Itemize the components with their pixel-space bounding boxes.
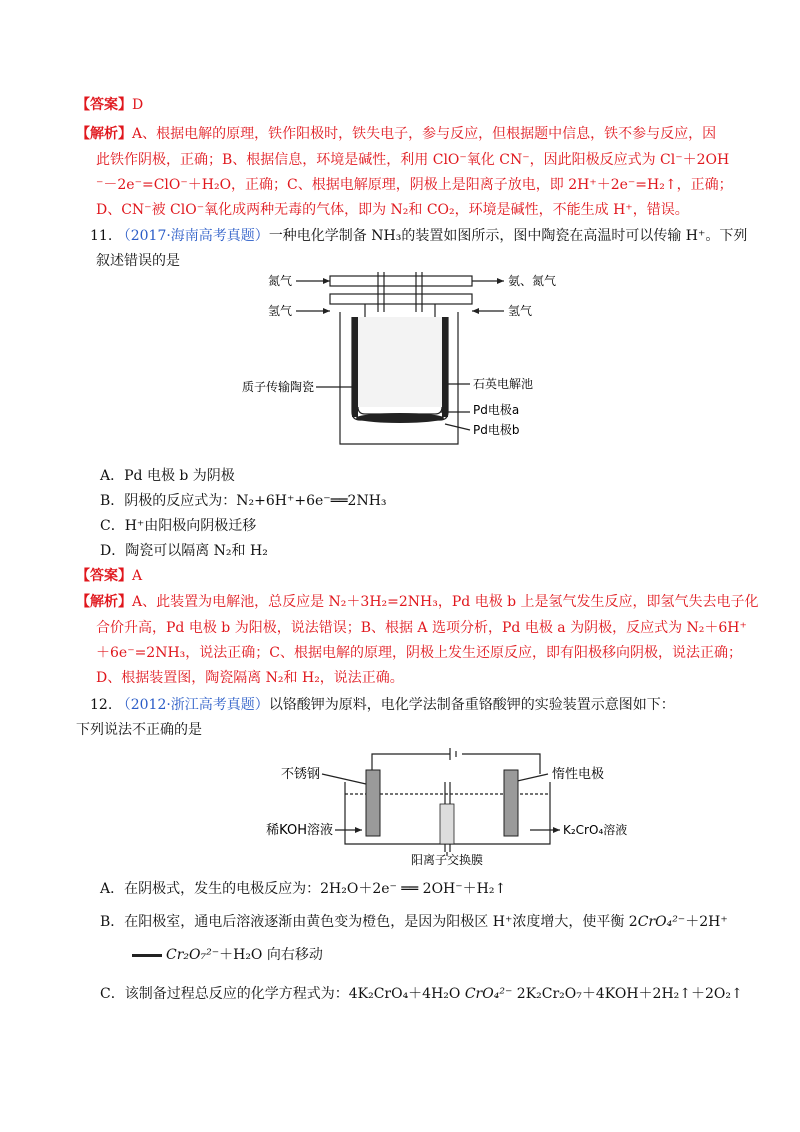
answer-tag: 【答案】 (76, 97, 132, 113)
analysis-tag: 【解析】 (76, 594, 132, 610)
option-b-tail: ＋2H⁺ (685, 914, 728, 930)
label-membrane: 阳离子交换膜 (410, 853, 484, 867)
electrolysis-ammonia-figure (240, 272, 560, 452)
q12-option-a: A．在阴极式，发生的电极反应为：2H₂O＋2e⁻ ══ 2OH⁻＋H₂↑ (100, 881, 507, 897)
q10-analysis-line-4: D、CN⁻被 ClO⁻氧化成两种无毒的气体，即为 N₂和 CO₂，环境是碱性，不能生成 H⁺，错误。 (96, 202, 689, 218)
label-pd-b: Pd电极b (473, 423, 520, 437)
q11-stem-line-2: 叙述错误的是 (96, 253, 180, 269)
q12-option-c (100, 984, 750, 1004)
label-h2-right: 氢气 (508, 304, 533, 318)
analysis-text: A、根据电解的原理，铁作阳极时，铁失电子，参与反应，但根据题中信息，铁不参与反应，因 (132, 126, 717, 142)
q12-stem-line-2: 下列说法不正确的是 (76, 722, 202, 738)
q11-option-c: C．H⁺由阳极向阴极迁移 (100, 518, 257, 534)
q11-analysis-line-4: D、根据装置图，陶瓷隔离 N₂和 H₂，说法正确。 (96, 670, 404, 686)
formula-cro4-c: CrO₄²⁻ (464, 986, 513, 1002)
answer-tag: 【答案】 (76, 568, 132, 584)
q10-analysis-line-2: 此铁作阴极，正确；B、根据信息，环境是碱性，利用 ClO⁻氧化 CN⁻，因此阳极反应式为 Cl⁻＋2OH (96, 152, 730, 168)
label-inert: 惰性电极 (552, 767, 605, 782)
q11-analysis-line-1 (76, 592, 759, 612)
q10-analysis-line-3: ⁻－2e⁻=ClO⁻＋H₂O，正确；C、根据电解原理，阴极上是阳离子放电，即 2H⁺＋2e⁻=H₂↑，正确； (96, 177, 733, 193)
question-source: （2012·浙江高考真题） (116, 697, 269, 713)
option-c-text-1: C．该制备过程总反应的化学方程式为：4K₂CrO₄＋4H₂O (100, 986, 461, 1002)
answer-value: A (132, 568, 143, 584)
q11-answer (76, 566, 726, 586)
q11-option-b: B．阴极的反应式为：N₂+6H⁺+6e⁻══2NH₃ (100, 493, 387, 509)
q12-option-b-line-1 (100, 912, 750, 932)
formula-cro4: CrO₄²⁻ (637, 914, 686, 930)
formula-cr2o7: Cr₂O₇²⁻ (166, 947, 220, 963)
q11-stem-line-1 (90, 226, 748, 246)
label-steel: 不锈钢 (280, 767, 320, 782)
question-source: （2017·海南高考真题） (116, 228, 269, 244)
question-number: 11. (90, 228, 113, 244)
label-pd-a: Pd电极a (473, 403, 520, 417)
q11-analysis-line-2: 合价升高，Pd 电极 b 为阳极，说法错误；B、根据 A 选项分析，Pd 电极 a 为阴极，反应式为 N₂＋6H⁺ (96, 620, 747, 636)
option-b-text-2: ＋H₂O 向右移动 (219, 947, 323, 963)
q11-option-a: A．Pd 电极 b 为阴极 (100, 468, 235, 484)
q11-analysis-line-3: ＋6e⁻=2NH₃，说法正确；C、根据电解的原理，阴极上发生还原反应，即有阳极移向阴极，说法正确； (96, 645, 743, 661)
q10-answer (76, 95, 726, 115)
analysis-tag: 【解析】 (76, 126, 132, 142)
label-koh: 稀KOH溶液 (266, 823, 333, 838)
answer-value: D (132, 97, 144, 113)
q11-option-d: D．陶瓷可以隔离 N₂和 H₂ (100, 543, 268, 559)
q10-analysis-line-1 (76, 124, 726, 144)
equilibrium-arrow-icon (132, 954, 162, 957)
option-b-text: B．在阳极室，通电后溶液逐渐由黄色变为橙色，是因为阳极区 H⁺浓度增大，使平衡 2 (100, 914, 638, 930)
label-k2cro4: K₂CrO₄溶液 (563, 823, 628, 837)
dichromate-cell-figure (250, 744, 628, 867)
question-stem: 以铬酸钾为原料，电化学法制备重铬酸钾的实验装置示意图如下： (268, 697, 675, 713)
label-out-right: 氨、氮气 (508, 274, 557, 288)
label-n2-left: 氮气 (267, 274, 292, 288)
label-cell: 石英电解池 (473, 377, 534, 391)
q12-option-b-line-2 (132, 945, 782, 965)
label-h2-left: 氢气 (267, 304, 292, 318)
analysis-text: A、此装置为电解池，总反应是 N₂＋3H₂=2NH₃，Pd 电极 b 上是氢气发生反应，即氢气失去电子化 (132, 594, 759, 610)
question-stem: 一种电化学制备 NH₃的装置如图所示，图中陶瓷在高温时可以传输 H⁺。下列 (268, 228, 748, 244)
q12-stem-line-1 (90, 695, 740, 715)
option-c-text-2: 2K₂Cr₂O₇＋4KOH＋2H₂↑＋2O₂↑ (516, 986, 743, 1002)
label-ceramic: 质子传输陶瓷 (241, 380, 314, 394)
question-number: 12. (90, 697, 113, 713)
